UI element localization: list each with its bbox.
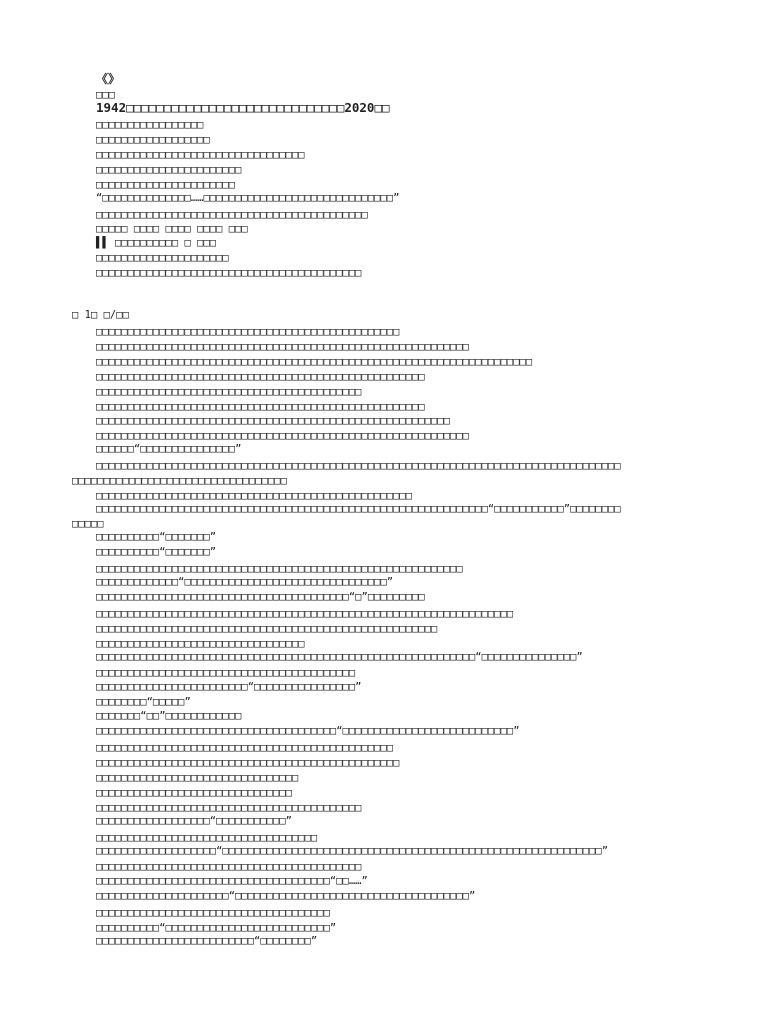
body-line: □□□□□□□□□□“□□□□□□□”: [96, 546, 217, 558]
body-line: □□□□□□“□□□□□□□□□□□□□□□”: [96, 443, 242, 455]
body-line: □□□□□□□□□□□□□□□□□□□□□□□□□□□□□□□□□□□□□□□□□□: [96, 861, 362, 873]
body-line: □□□□□□□□□□“□□□□□□□□□□□□□□□□□□□□□□□□□□”: [96, 922, 337, 934]
preface-marker-line: ▌▌ □□□□□□□□□□ □ □□□: [96, 237, 217, 249]
preface-line: □□□□□□□□□□□□□□□□□: [96, 119, 204, 131]
body-line: □□□□□□□□□□□□□□□□□□□□□□□□□□□□□□□□□□□□□□□□□□□□□□□□: [96, 757, 400, 769]
body-line: □□□□□□□□□□□□□□□□□□□□□“□□□□□□□□□□□□□□□□□□□□□□□□□□□□□□□□□□□□□”: [96, 890, 476, 902]
book-title-brackets: 《》: [96, 72, 121, 86]
body-line: □□□□□□□□□□□□□□□□□□□□□□□□□□□□□□□□□□□□□□□□□□□□□□□□□□: [96, 490, 413, 502]
body-line: □□□□□□□□□□□□□□□□□□□□□□□□□□□□□□□□□□□□□□□□□□□□□□□□□□□□□□□□: [96, 415, 451, 427]
body-line: □□□□□□□□□□□□□□□□□□□□□□□□□□□□□□□□□□□□□“□□……”: [96, 875, 368, 887]
body-line: □□□□□□□□□□□□□□□□□□□□□□□□□□□□□□□□□□□□□□□□□□□□□□□□□□□□□□: [96, 623, 438, 635]
body-line: □□□□□□□□□□□□□□□□□□□□□□□□□□□□□□□□□: [96, 638, 305, 650]
body-line: □□□□□□□□□□□□□□□□□□□□□□□□□□□□□□□□□□□: [96, 832, 318, 844]
body-line: □□□□□□□□□□□□□□□□□□□□□□□□□□□□□□□□□□□□□□□□□□: [96, 802, 362, 814]
body-line: □□□□□□□□□□□□□□□□□□□□□□□□□□□□□□□□□□□□□□□□□□□□□□□□□□□□□□□□□□□: [96, 341, 469, 353]
body-line: □□□□□□□“□□”□□□□□□□□□□□□: [96, 710, 242, 722]
body-line: □□□□□□□□□□□□□□□□□□□□□□□□□□□□□□□□□□□□□□□□□□: [96, 386, 362, 398]
body-line: □□□□□□□□□□□□□□□□□□□“□□□□□□□□□□□□□□□□□□□□□□□□□□□□□□□□□□□□□□□□□□□□□□□□□□□□□□□□□□□□”: [96, 845, 609, 857]
preface-line: □□□□□□□□□□□□□□□□□□□□□: [96, 252, 229, 264]
body-line: □□□□□□□□□□□□□□□□□□□□□□□□□□□□□□□□: [96, 772, 299, 784]
preface-line: □□□: [96, 89, 115, 101]
body-line: □□□□□□□□□□□□□□□□□□□□□□□□□□□□□□□: [96, 787, 292, 799]
body-line: □□□□□□□□□□□□□□□□□□□□□□□□□“□□□□□□□□”: [96, 935, 318, 947]
body-line: □□□□□□□□□□□□□□□□□□□□□□□□□□□□□□□□□□□□□□□□□□□□□□□□□□□□□□□□□□□□□□“□□□□□□□□□□□”□□□□□□□□: [96, 503, 621, 515]
body-line: □□□□□□□□□□□□□□□□□□□□□□□□□□□□□□□□□□□□□□□□□: [96, 667, 356, 679]
preface-line: □□□□□□□□□□□□□□□□□□□□□□□□□□□□□□□□□: [96, 149, 305, 161]
chapter-heading: □ 1□ □/□□: [72, 309, 129, 321]
body-line: □□□□□□□□□□□□□□□□□□“□□□□□□□□□□□”: [96, 815, 292, 827]
body-line: □□□□□□□□□□□□□□□□□□□□□□□□□□□□□□□□□□□□□□□□□□□□□□□□□□□□: [96, 401, 425, 413]
body-line: □□□□□□□□□□□□□□□□□□□□□□□□□□□□□□□□□□□□□□□□□□□□□□□□□□□□□□□□□□□: [96, 430, 469, 442]
body-line: □□□□□□□□“□□□□□”: [96, 696, 191, 708]
body-line: □□□□□: [72, 518, 104, 530]
body-line: □□□□□□□□□□□□□□□□□□□□□□□□“□□□□□□□□□□□□□□□□”: [96, 681, 362, 693]
preface-quote-line: “□□□□□□□□□□□□□□……□□□□□□□□□□□□□□□□□□□□□□□□□□□□□□”: [96, 192, 400, 204]
preface-line: □□□□□□□□□□□□□□□□□□□□□□□: [96, 164, 242, 176]
body-line: □□□□□□□□□□□□□□□□□□□□□□□□□□□□□□□□□□□□□: [96, 907, 330, 919]
body-line: □□□□□□□□□□□□□□□□□□□□□□□□□□□□□□□□□□□□□□□□□□□□□□□□□□□□□□□□□□□□“□□□□□□□□□□□□□□□”: [96, 651, 583, 663]
body-line: □□□□□□□□□□“□□□□□□□”: [96, 531, 217, 543]
body-line: □□□□□□□□□□□□□□□□□□□□□□□□□□□□□□□□□□□□□□□□□□□□□□□□□□□□□□□□□□: [96, 563, 463, 575]
preface-line: □□□□□ □□□□ □□□□ □□□□ □□□: [96, 223, 248, 235]
body-line: □□□□□□□□□□□□□□□□□□□□□□□□□□□□□□□□□□□□□□□□□□□□□□□□□□□□□□□□□□□□□□□□□□: [96, 608, 514, 620]
preface-line: □□□□□□□□□□□□□□□□□□□□□□□□□□□□□□□□□□□□□□□□□□: [96, 267, 362, 279]
preface-line: □□□□□□□□□□□□□□□□□□: [96, 134, 210, 146]
body-line: □□□□□□□□□□□□□□□□□□□□□□□□□□□□□□□□□□□□□□□□“□”□□□□□□□□□: [96, 591, 425, 603]
body-line: □□□□□□□□□□□□□□□□□□□□□□□□□□□□□□□□□□: [72, 475, 287, 487]
body-line: □□□□□□□□□□□□□□□□□□□□□□□□□□□□□□□□□□□□□□“□□□□□□□□□□□□□□□□□□□□□□□□□□□”: [96, 725, 520, 737]
body-line: □□□□□□□□□□□□□□□□□□□□□□□□□□□□□□□□□□□□□□□□□□□□□□□□: [96, 326, 400, 338]
body-line: □□□□□□□□□□□□□□□□□□□□□□□□□□□□□□□□□□□□□□□□□□□□□□□□□□□□: [96, 371, 425, 383]
body-line: □□□□□□□□□□□□□□□□□□□□□□□□□□□□□□□□□□□□□□□□□□□□□□□□□□□□□□□□□□□□□□□□□□□□□□□□□□□□□□□□□□□: [96, 460, 621, 472]
body-line: □□□□□□□□□□□□□□□□□□□□□□□□□□□□□□□□□□□□□□□□□□□□□□□: [96, 742, 394, 754]
preface-years-line: 1942□□□□□□□□□□□□□□□□□□□□□□□□□□□□□2020□□: [96, 100, 390, 115]
preface-line: □□□□□□□□□□□□□□□□□□□□□□□□□□□□□□□□□□□□□□□□□□□: [96, 209, 368, 221]
body-line: □□□□□□□□□□□□□“□□□□□□□□□□□□□□□□□□□□□□□□□□□□□□□□”: [96, 576, 394, 588]
preface-line: □□□□□□□□□□□□□□□□□□□□□□: [96, 179, 236, 191]
body-line: □□□□□□□□□□□□□□□□□□□□□□□□□□□□□□□□□□□□□□□□□□□□□□□□□□□□□□□□□□□□□□□□□□□□□: [96, 356, 533, 368]
